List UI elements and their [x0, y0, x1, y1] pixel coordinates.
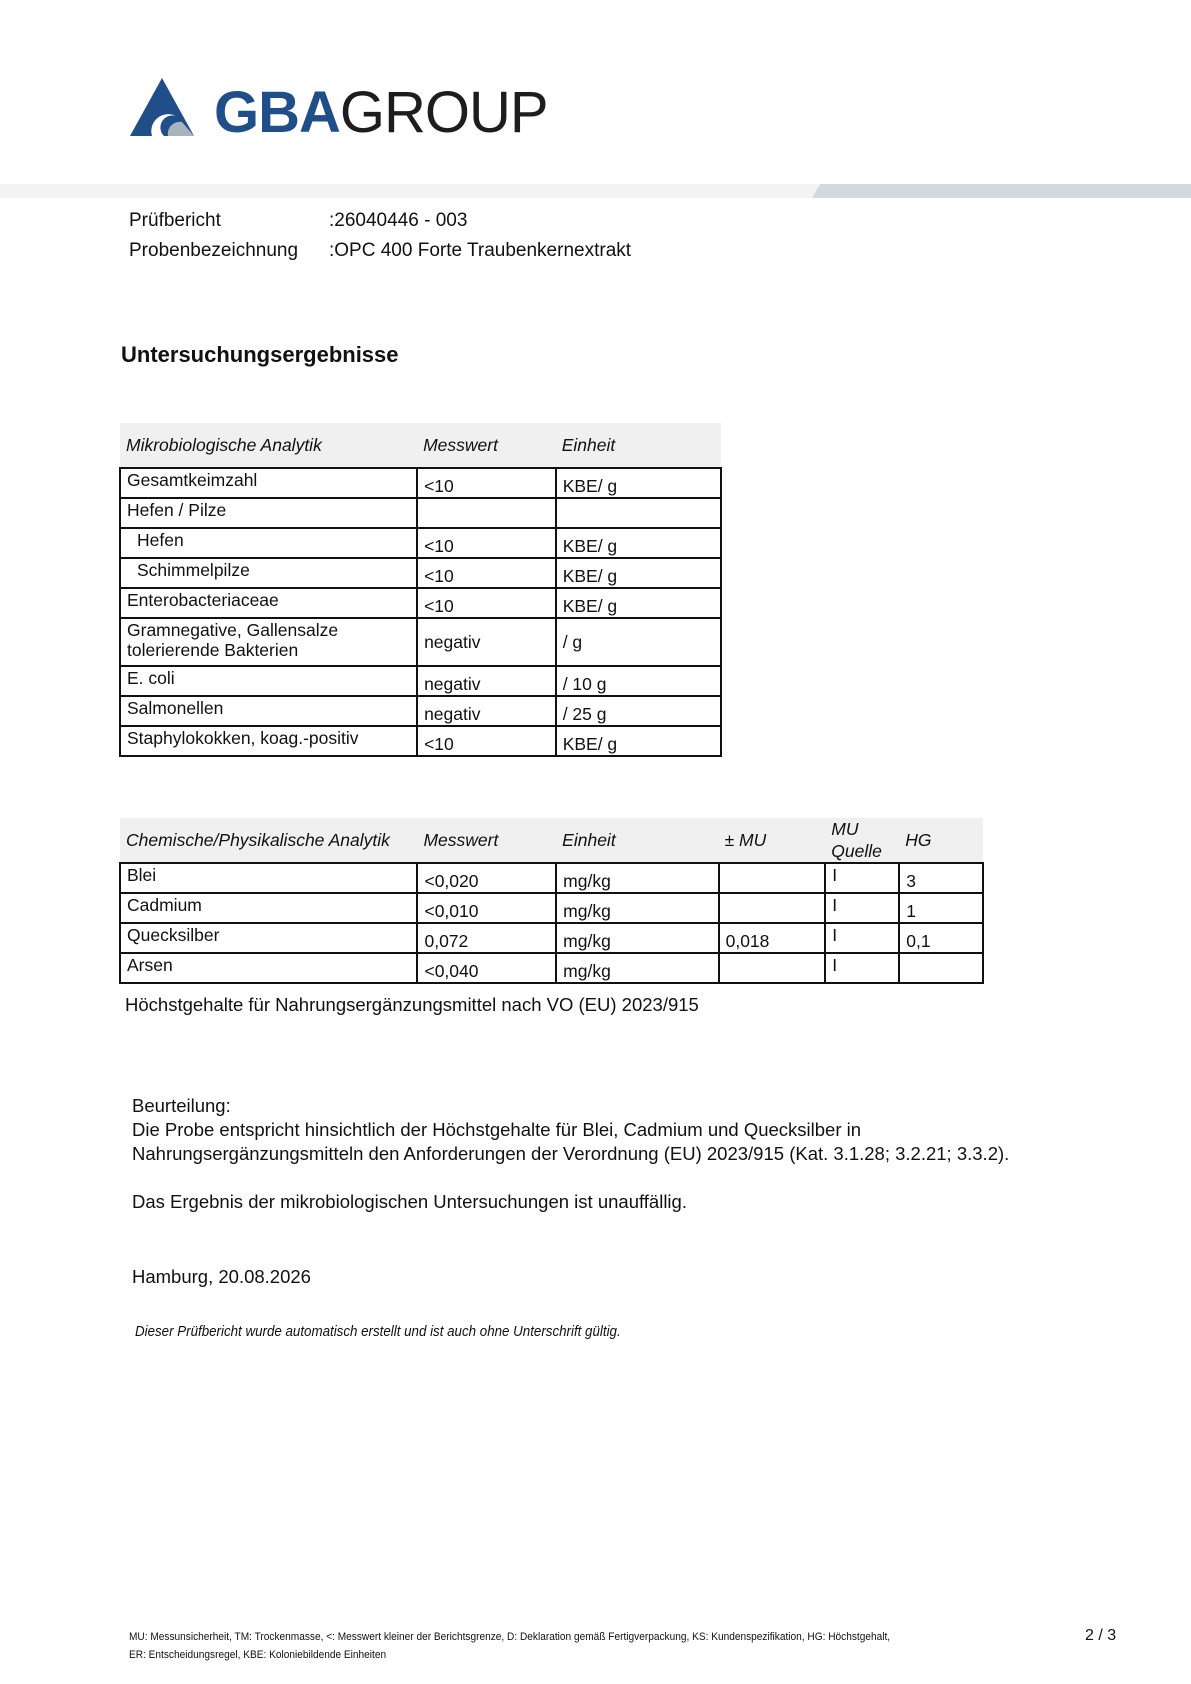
chem-results-table [119, 818, 984, 984]
unit: / 25 g [556, 696, 721, 726]
assessment-block [132, 1094, 1132, 1214]
chem-header-mu-source: MU Quelle [825, 818, 899, 863]
analyte-name: Salmonellen [120, 696, 417, 726]
header-band [0, 184, 1191, 198]
place-date: Hamburg, 20.08.2026 [132, 1266, 311, 1287]
measured-value: <0,020 [417, 863, 556, 893]
mu-source: I [825, 923, 899, 953]
table-row [120, 588, 721, 618]
measured-value: negativ [417, 618, 556, 666]
unit: KBE/ g [556, 726, 721, 756]
max-level [899, 953, 983, 983]
measured-value: negativ [417, 666, 556, 696]
unit: / g [556, 618, 721, 666]
measured-value [417, 498, 556, 528]
table-row [120, 558, 721, 588]
footer-legend-line: MU: Messunsicherheit, TM: Trockenmasse, <: Messwert kleiner der Berichtsgrenze, D: Deklaration gemäß Fertigverpackung, KS: Kundenspezifikation, HG: Höchstgehalt, [129, 1631, 891, 1643]
sample-label: Probenbezeichnung [129, 240, 299, 261]
unit: mg/kg [556, 893, 718, 923]
assessment-line: Die Probe entspricht hinsichtlich der Höchstgehalte für Blei, Cadmium und Quecksilber in [132, 1119, 862, 1140]
mu-source: I [825, 863, 899, 893]
analyte-name: Blei [120, 863, 417, 893]
report-number: :26040446 - 003 [329, 210, 468, 231]
micro-header-value: Messwert [417, 423, 556, 468]
brand-wordmark: GBAGROUP [214, 80, 548, 145]
measurement-uncertainty [719, 953, 826, 983]
table-row [120, 498, 721, 528]
chem-header-analysis: Chemische/Physikalische Analytik [120, 818, 417, 863]
table-row [120, 863, 983, 893]
footer-legend-line: ER: Entscheidungsregel, KBE: Koloniebildende Einheiten [129, 1649, 387, 1661]
measured-value: <0,040 [417, 953, 556, 983]
analyte-name: Hefen [120, 528, 417, 558]
chem-header-row [120, 818, 983, 863]
triangle-logo-icon [130, 78, 210, 140]
measured-value: negativ [417, 696, 556, 726]
max-level: 0,1 [899, 923, 983, 953]
analyte-name: Gramnegative, Gallensalze tolerierende Bakterien [120, 618, 417, 666]
assessment-heading: Beurteilung: [132, 1095, 231, 1116]
micro-results-table [119, 423, 722, 757]
table-row [120, 726, 721, 756]
footer-legend [129, 1628, 911, 1664]
measured-value: <10 [417, 528, 556, 558]
analyte-name: Cadmium [120, 893, 417, 923]
sample-name: :OPC 400 Forte Traubenkernextrakt [329, 240, 632, 261]
auto-generated-note: Dieser Prüfbericht wurde automatisch erstellt und ist auch ohne Unterschrift gültig. [135, 1324, 621, 1340]
page-number: 2 / 3 [1085, 1627, 1117, 1644]
analyte-name: Arsen [120, 953, 417, 983]
table-row [120, 618, 721, 666]
gba-group-logo [130, 78, 590, 148]
analyte-name: Staphylokokken, koag.-positiv [120, 726, 417, 756]
measured-value: <10 [417, 726, 556, 756]
table-row [120, 666, 721, 696]
measured-value: <10 [417, 468, 556, 498]
chem-header-mu: ± MU [719, 818, 826, 863]
analyte-name: Gesamtkeimzahl [120, 468, 417, 498]
micro-header-analysis: Mikrobiologische Analytik [120, 423, 417, 468]
analyte-name: Hefen / Pilze [120, 498, 417, 528]
max-level: 1 [899, 893, 983, 923]
unit: KBE/ g [556, 558, 721, 588]
analyte-name: E. coli [120, 666, 417, 696]
measurement-uncertainty: 0,018 [719, 923, 826, 953]
chem-header-unit: Einheit [556, 818, 718, 863]
analyte-name: Schimmelpilze [120, 558, 417, 588]
mu-source: I [825, 953, 899, 983]
table-row [120, 893, 983, 923]
table-row [120, 953, 983, 983]
table-row [120, 923, 983, 953]
measured-value: <10 [417, 588, 556, 618]
assessment-line: Nahrungsergänzungsmitteln den Anforderungen der Verordnung (EU) 2023/915 (Kat. 3.1.28; 3.2.21; 3.3.2). [132, 1143, 1010, 1164]
unit: KBE/ g [556, 468, 721, 498]
measured-value: 0,072 [417, 923, 556, 953]
measurement-uncertainty [719, 863, 826, 893]
max-level-note: Höchstgehalte für Nahrungsergänzungsmittel nach VO (EU) 2023/915 [125, 994, 699, 1015]
micro-header-row [120, 423, 721, 468]
table-row [120, 528, 721, 558]
mu-source: I [825, 893, 899, 923]
section-title: Untersuchungsergebnisse [121, 342, 399, 367]
measurement-uncertainty [719, 893, 826, 923]
max-level: 3 [899, 863, 983, 893]
unit: mg/kg [556, 923, 718, 953]
unit: KBE/ g [556, 528, 721, 558]
analyte-name: Quecksilber [120, 923, 417, 953]
measured-value: <10 [417, 558, 556, 588]
measured-value: <0,010 [417, 893, 556, 923]
micro-assessment: Das Ergebnis der mikrobiologischen Untersuchungen ist unauffällig. [132, 1191, 687, 1212]
unit [556, 498, 721, 528]
chem-header-value: Messwert [417, 818, 556, 863]
unit: KBE/ g [556, 588, 721, 618]
analyte-name: Enterobacteriaceae [120, 588, 417, 618]
unit: mg/kg [556, 863, 718, 893]
table-row [120, 468, 721, 498]
unit: mg/kg [556, 953, 718, 983]
report-label: Prüfbericht [129, 210, 221, 231]
micro-header-unit: Einheit [556, 423, 721, 468]
unit: / 10 g [556, 666, 721, 696]
chem-header-hg: HG [899, 818, 983, 863]
table-row [120, 696, 721, 726]
